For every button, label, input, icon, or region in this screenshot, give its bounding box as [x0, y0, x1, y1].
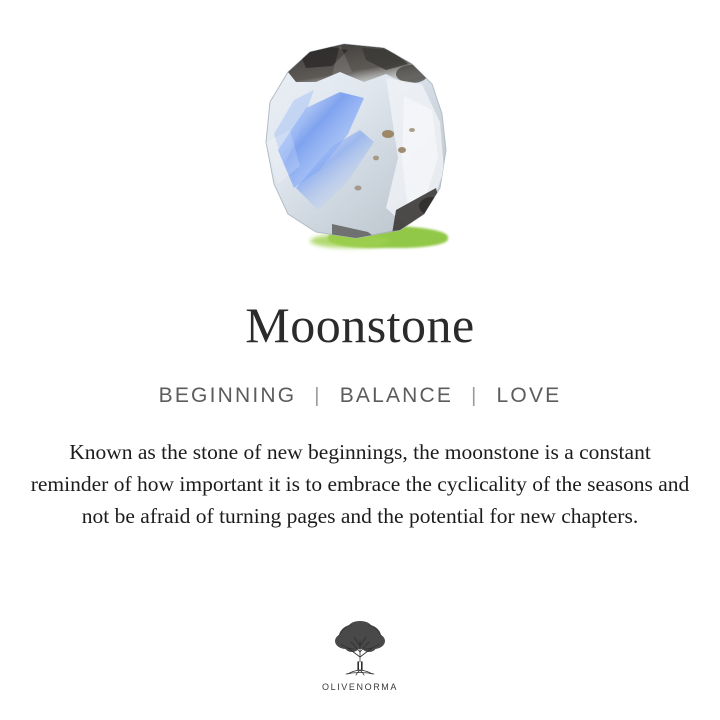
page-title: Moonstone	[245, 297, 475, 353]
keyword-love: LOVE	[496, 384, 562, 407]
keyword-separator-2: |	[471, 384, 479, 407]
brand-block	[0, 616, 720, 692]
brand-name: OLIVENORMA	[321, 682, 398, 692]
tree-of-life-icon	[324, 616, 396, 678]
moonstone-icon	[236, 38, 468, 243]
keyword-balance: BALANCE	[339, 384, 454, 407]
product-description: Known as the stone of new beginnings, the moonstone is a constant reminder of how important it is to embrace the cyclicality of the seasons and not be afraid of turning pages and the potential for new chapters.	[30, 440, 690, 528]
moonstone-image	[228, 38, 476, 253]
keyword-list	[157, 384, 564, 408]
keyword-beginning: BEGINNING	[158, 384, 297, 407]
keyword-separator-1: |	[314, 384, 322, 407]
stone-image-area	[0, 0, 720, 268]
